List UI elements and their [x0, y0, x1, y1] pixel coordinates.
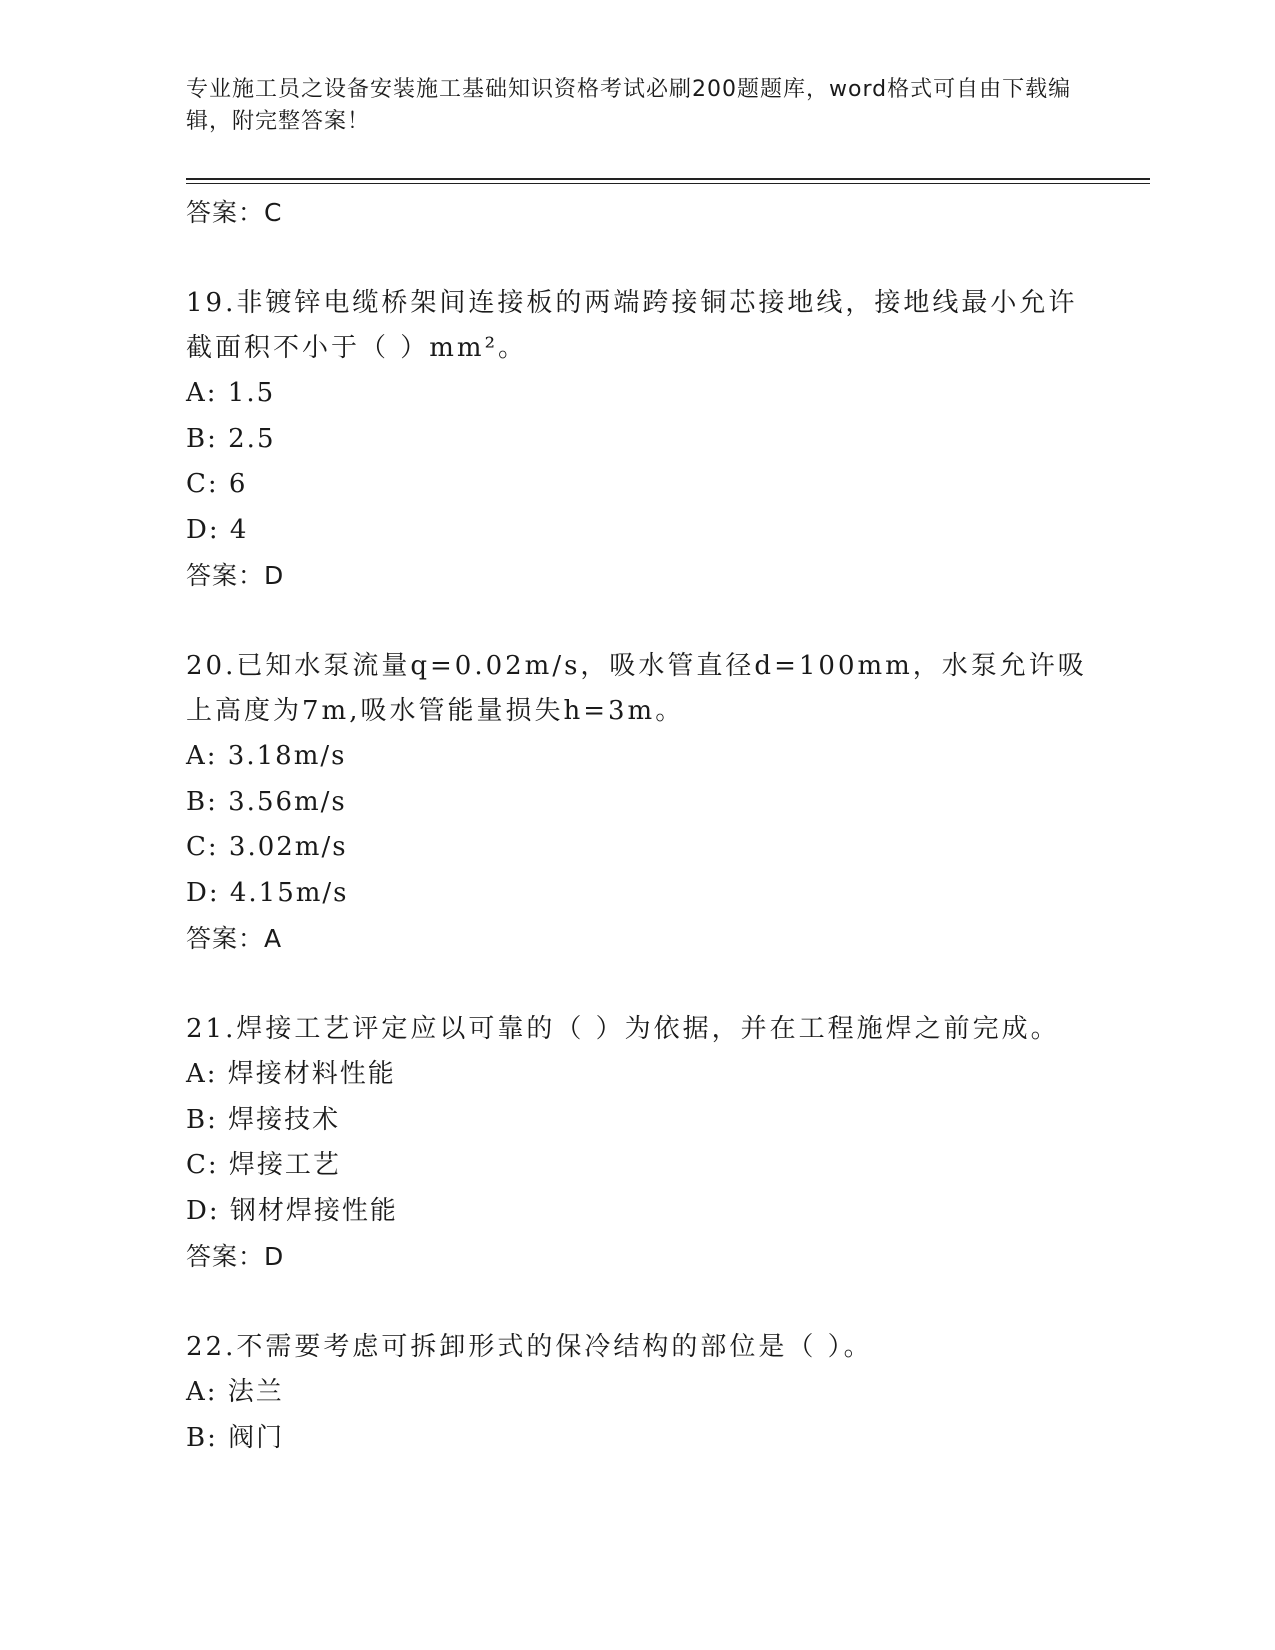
- option-c: C: 6: [186, 469, 248, 499]
- header-rule-thin: [186, 183, 1150, 184]
- option-b: B: 阀门: [186, 1422, 285, 1453]
- option-d: D: 钢材焊接性能: [186, 1195, 398, 1226]
- option-c: C: 焊接工艺: [186, 1150, 341, 1180]
- option-a: A: 焊接材料性能: [186, 1059, 396, 1089]
- question-text: 20.已知水泵流量q=0.02m/s，吸水管直径d=100mm，水泵允许吸上高度为7m,吸水管能量损失h=3m。: [186, 651, 1087, 726]
- document-body: [186, 190, 1106, 1461]
- question-block: [186, 1325, 1106, 1461]
- question-text: 21.焊接工艺评定应以可靠的（ ）为依据，并在工程施焊之前完成。: [186, 1014, 1060, 1044]
- option-a: A: 3.18m/s: [186, 741, 347, 771]
- question-text: 22.不需要考虑可拆卸形式的保冷结构的部位是（ ）。: [186, 1332, 873, 1362]
- question-block: [186, 281, 1106, 599]
- answer-line: 答案：D: [186, 1242, 285, 1271]
- question-text: 19.非镀锌电缆桥架间连接板的两端跨接铜芯接地线，接地线最小允许截面积不小于（ ）mm²。: [186, 288, 1078, 363]
- option-c: C: 3.02m/s: [186, 832, 348, 862]
- answer-line: 答案：C: [186, 198, 283, 227]
- answer-line: 答案：D: [186, 561, 285, 590]
- option-b: B: 焊接技术: [186, 1104, 341, 1135]
- option-d: D: 4.15m/s: [186, 877, 349, 908]
- question-block: [186, 1007, 1106, 1280]
- option-a: A: 法兰: [186, 1377, 284, 1407]
- document-header: 专业施工员之设备安装施工基础知识资格考试必刷200题题库，word格式可自由下载编辑，附完整答案！: [186, 77, 1072, 134]
- question-block: [186, 644, 1106, 962]
- option-a: A: 1.5: [186, 378, 276, 408]
- header-rule-thick: [186, 178, 1150, 180]
- option-b: B: 2.5: [186, 423, 276, 454]
- answer-line: 答案：A: [186, 924, 283, 953]
- option-d: D: 4: [186, 514, 249, 545]
- option-b: B: 3.56m/s: [186, 786, 347, 817]
